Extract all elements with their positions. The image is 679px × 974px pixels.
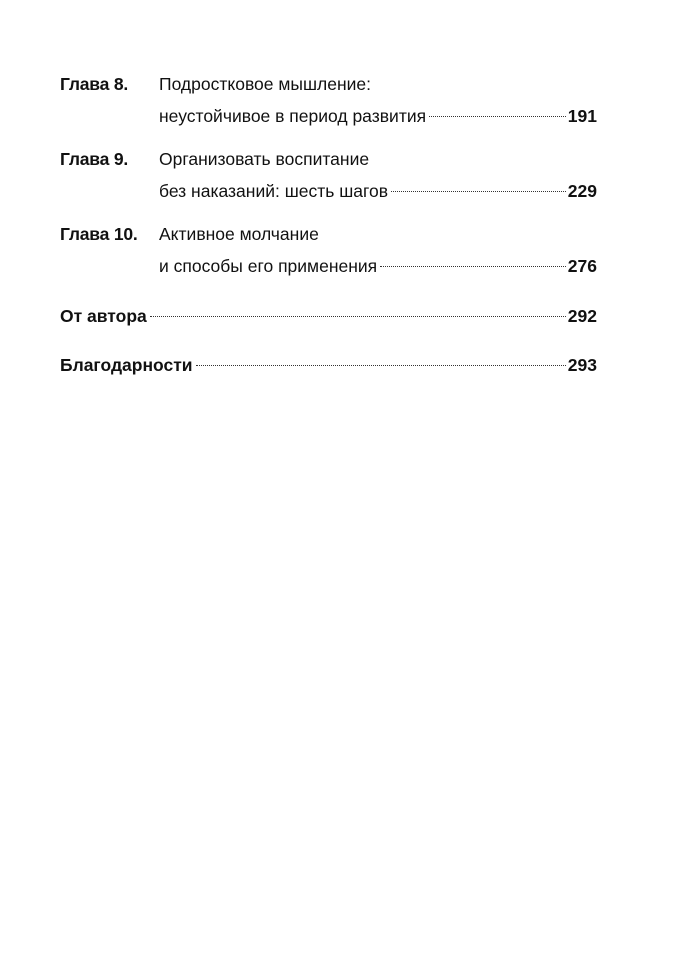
chapter-title-line-2-with-leader	[159, 175, 597, 207]
chapter-title-line-2-with-leader	[159, 250, 597, 282]
toc-entry-author[interactable]	[60, 300, 597, 332]
dot-leader	[391, 191, 566, 192]
dot-leader	[150, 316, 566, 317]
table-of-contents	[60, 68, 597, 381]
dot-leader	[429, 116, 566, 117]
chapter-title-line-2: неустойчивое в период развития	[159, 106, 427, 126]
page-number: 293	[567, 355, 597, 375]
chapter-label: Глава 8.	[60, 74, 129, 94]
chapter-title	[159, 68, 597, 132]
chapter-title-line-2-with-leader	[159, 100, 597, 132]
toc-entry-acknowledgements[interactable]	[60, 349, 597, 381]
toc-entry-chapter-8[interactable]	[60, 68, 597, 132]
toc-entry-chapter-10[interactable]	[60, 218, 597, 282]
page-number: 292	[567, 306, 597, 326]
toc-entry-chapter-9[interactable]	[60, 143, 597, 207]
page-number: 191	[567, 106, 597, 126]
dot-leader	[196, 365, 566, 366]
chapter-title-line-1: Активное молчание	[159, 224, 319, 244]
chapter-label: Глава 9.	[60, 149, 129, 169]
dot-leader	[380, 266, 566, 267]
chapter-title-line-2: и способы его применения	[159, 256, 378, 276]
chapter-title	[159, 218, 597, 282]
chapter-title-line-1: Подростковое мышление:	[159, 74, 372, 94]
entry-title: Благодарности	[60, 355, 193, 375]
chapter-title-line-2: без наказаний: шесть шагов	[159, 181, 389, 201]
chapter-title-line-1: Организовать воспитание	[159, 149, 370, 169]
chapter-label: Глава 10.	[60, 224, 138, 244]
page-number: 276	[567, 256, 597, 276]
page-number: 229	[567, 181, 597, 201]
chapter-title	[159, 143, 597, 207]
entry-title: От автора	[60, 306, 147, 326]
